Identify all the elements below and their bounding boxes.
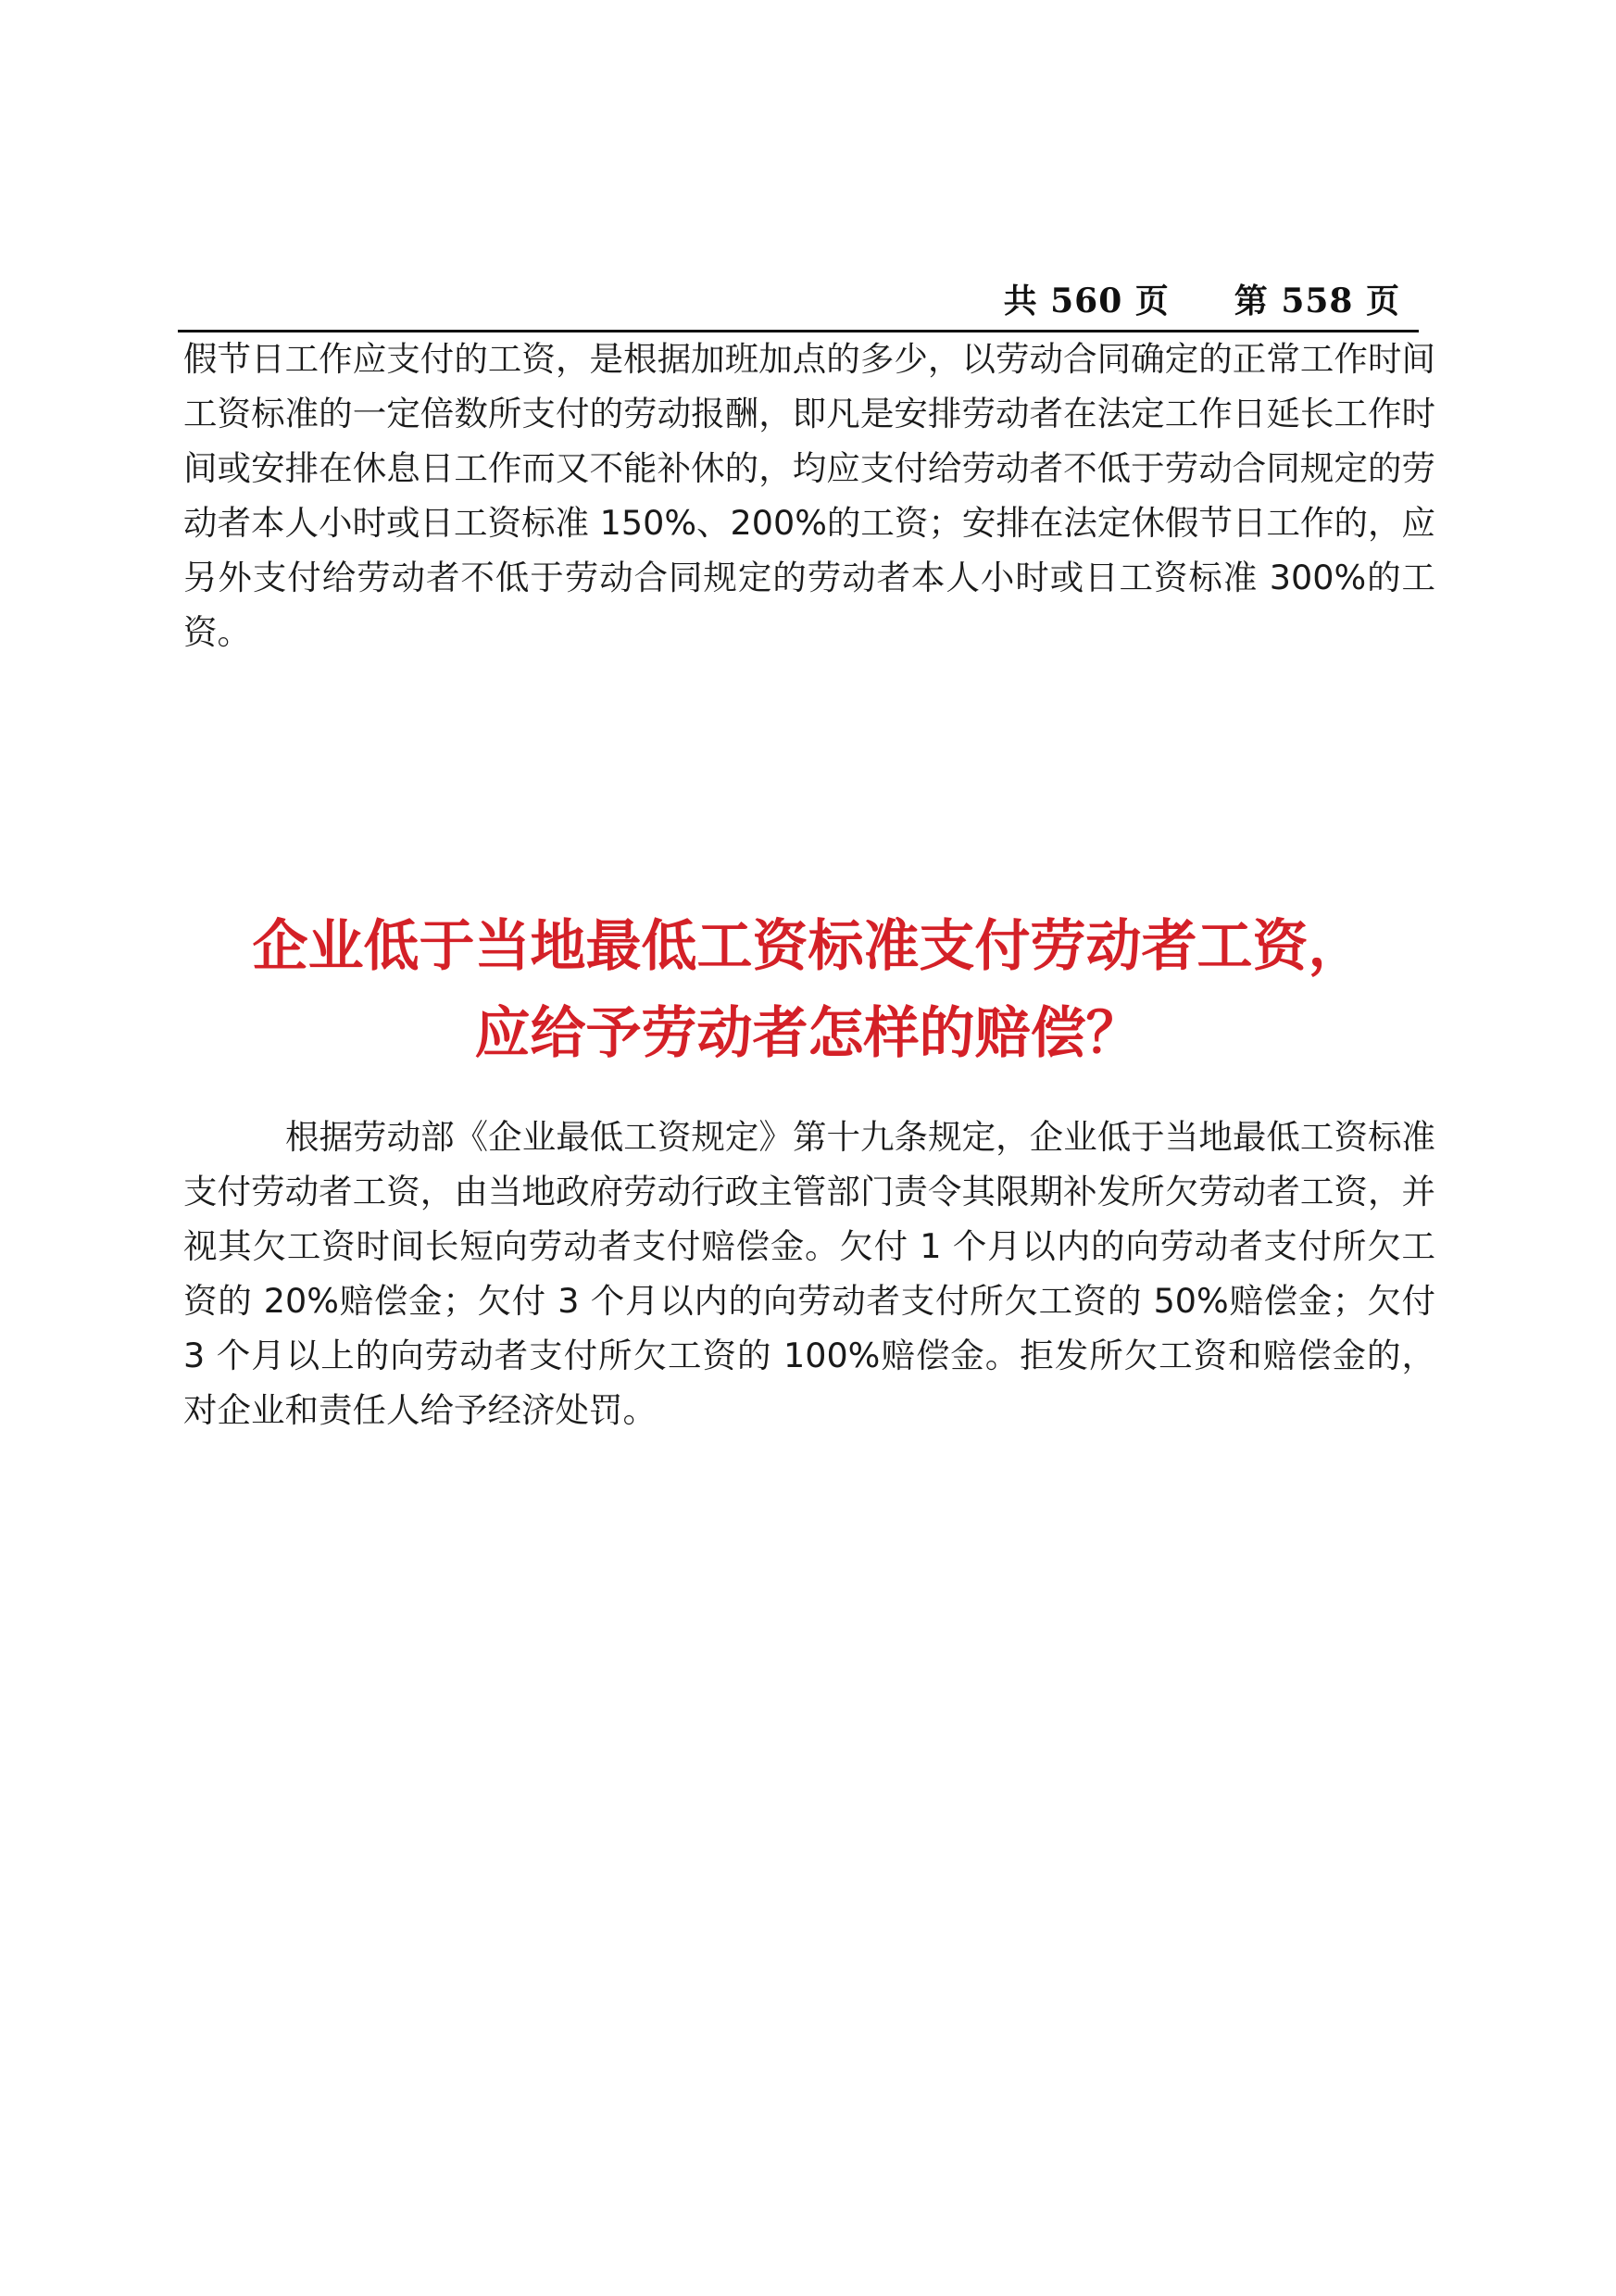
answer-paragraph: 根据劳动部《企业最低工资规定》第十九条规定，企业低于当地最低工资标准支付劳动者工资，由当地政府劳动行政主管部门责令其限期补发所欠劳动者工资，并视其欠工资时间长短向劳动者支付赔偿金。欠付 1 个月以内的向劳动者支付所欠工资的 20%赔偿金；欠付 3 个月以内的向劳动者支付所欠工资的 50%赔偿金；欠付 3 个月以上的向劳动者支付所欠工资的 100%赔偿金。拒发所欠工资和赔偿金的，对企业和责任人给予经济处罚。 <box>183 1117 1435 1430</box>
total-pages-label: 共 560 页 <box>1003 282 1170 320</box>
page-counter <box>1004 275 1400 322</box>
section-heading-line-2: 应给予劳动者怎样的赔偿？ <box>474 1000 1142 1066</box>
page-header <box>178 278 1419 332</box>
continued-paragraph: 假节日工作应支付的工资，是根据加班加点的多少，以劳动合同确定的正常工作时间工资标准的一定倍数所支付的劳动报酬，即凡是安排劳动者在法定工作日延长工作时间或安排在休息日工作而又不能补休的，均应支付给劳动者不低于劳动合同规定的劳动者本人小时或日工资标准 150%、200%的工资；安排在法定休假节日工作的，应另外支付给劳动者不低于劳动合同规定的劳动者本人小时或日工资标准 300%的工资。 <box>183 339 1435 652</box>
section-heading <box>139 903 1477 1077</box>
current-page-label: 第 558 页 <box>1234 282 1400 320</box>
section-heading-line-1: 企业低于当地最低工资标准支付劳动者工资， <box>252 913 1364 979</box>
